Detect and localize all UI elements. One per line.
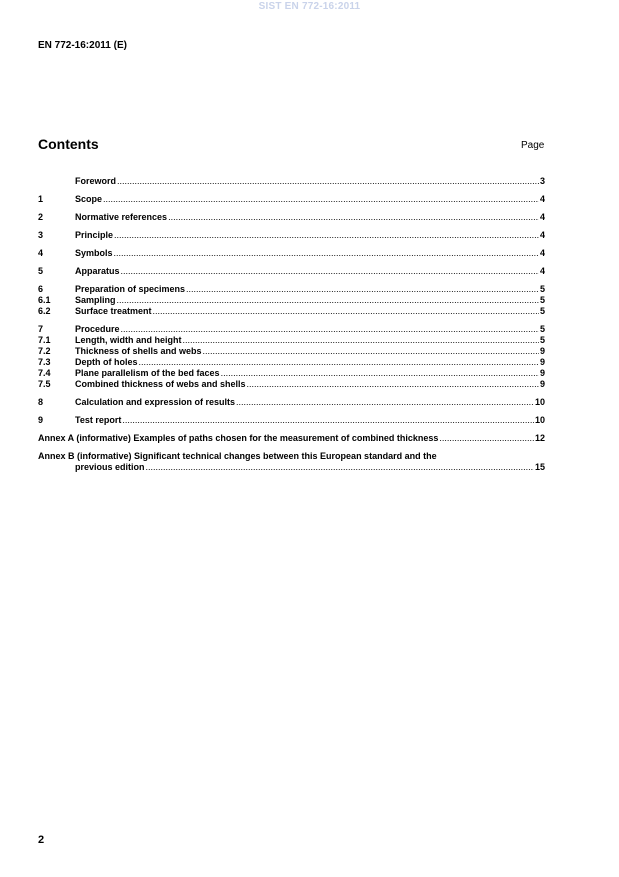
toc-page: 5 <box>539 324 545 334</box>
toc-entry-7-3[interactable] <box>38 357 545 368</box>
leader-dots <box>146 462 534 473</box>
toc-number: 9 <box>38 415 44 425</box>
toc-title: Test report <box>75 415 122 425</box>
toc-number: 7.2 <box>38 346 51 356</box>
toc-number: 2 <box>38 212 44 222</box>
page-column-label: Page <box>521 140 545 151</box>
leader-dots <box>203 346 539 357</box>
toc-number: 7.5 <box>38 379 51 389</box>
toc-title: Calculation and expression of results <box>75 397 236 407</box>
toc-page: 4 <box>539 248 545 258</box>
page-number: 2 <box>38 834 45 846</box>
toc-entry-8[interactable] <box>38 397 545 408</box>
leader-dots <box>121 324 539 335</box>
toc-page: 4 <box>539 212 545 222</box>
toc-page: 5 <box>539 335 545 345</box>
toc-page: 5 <box>539 306 545 316</box>
leader-dots <box>439 433 534 444</box>
toc-entry-2[interactable] <box>38 212 545 223</box>
leader-dots <box>117 176 539 187</box>
toc-number: 7.4 <box>38 368 51 378</box>
leader-dots <box>186 284 539 295</box>
toc-title: Annex A (informative) Examples of paths chosen for the measurement of combined thickness <box>38 433 439 443</box>
leader-dots <box>139 357 539 368</box>
toc-title: Principle <box>75 230 114 240</box>
toc-entry-6-2[interactable] <box>38 306 545 317</box>
table-of-contents <box>38 176 545 473</box>
toc-title: Scope <box>75 194 103 204</box>
toc-title: Apparatus <box>75 266 120 276</box>
toc-entry-7[interactable] <box>38 324 545 335</box>
toc-entry-annex-b[interactable] <box>38 451 545 473</box>
leader-dots <box>121 266 539 277</box>
toc-entry-foreword[interactable] <box>38 176 545 187</box>
leader-dots <box>117 295 539 306</box>
toc-page: 9 <box>539 379 545 389</box>
leader-dots <box>247 379 539 390</box>
toc-number: 3 <box>38 230 44 240</box>
toc-title: Plane parallelism of the bed faces <box>75 368 220 378</box>
toc-page: 4 <box>539 230 545 240</box>
toc-title-continued: previous edition <box>75 462 145 472</box>
leader-dots <box>153 306 539 317</box>
toc-title: Thickness of shells and webs <box>75 346 202 356</box>
toc-page: 5 <box>539 295 545 305</box>
document-id: EN 772-16:2011 (E) <box>38 40 127 51</box>
toc-page: 5 <box>539 284 545 294</box>
toc-title: Sampling <box>75 295 116 305</box>
toc-number: 7 <box>38 324 44 334</box>
toc-page: 9 <box>539 368 545 378</box>
toc-entry-9[interactable] <box>38 415 545 426</box>
leader-dots <box>122 415 534 426</box>
toc-page: 4 <box>539 266 545 276</box>
leader-dots <box>182 335 539 346</box>
toc-entry-7-1[interactable] <box>38 335 545 346</box>
toc-number: 6.1 <box>38 295 51 305</box>
toc-page: 4 <box>539 194 545 204</box>
toc-title: Foreword <box>75 176 117 186</box>
toc-entry-3[interactable] <box>38 230 545 241</box>
toc-title: Length, width and height <box>75 335 182 345</box>
toc-entry-7-2[interactable] <box>38 346 545 357</box>
toc-number: 4 <box>38 248 44 258</box>
toc-title: Combined thickness of webs and shells <box>75 379 246 389</box>
toc-title: Normative references <box>75 212 168 222</box>
toc-entry-4[interactable] <box>38 248 545 259</box>
toc-entry-5[interactable] <box>38 266 545 277</box>
toc-page: 15 <box>534 462 545 472</box>
toc-number: 5 <box>38 266 44 276</box>
toc-number: 6.2 <box>38 306 51 316</box>
toc-page: 9 <box>539 346 545 356</box>
toc-title: Depth of holes <box>75 357 138 367</box>
toc-page: 10 <box>534 397 545 407</box>
toc-number: 7.3 <box>38 357 51 367</box>
page-title: Contents <box>38 136 99 152</box>
toc-entry-7-4[interactable] <box>38 368 545 379</box>
leader-dots <box>114 248 539 259</box>
leader-dots <box>114 230 539 241</box>
toc-entry-6-1[interactable] <box>38 295 545 306</box>
toc-number: 6 <box>38 284 44 294</box>
toc-page: 10 <box>534 415 545 425</box>
leader-dots <box>168 212 539 223</box>
toc-page: 12 <box>534 433 545 443</box>
leader-dots <box>236 397 534 408</box>
toc-title: Annex B (informative) Significant technical changes between this European standard and the <box>38 451 437 461</box>
toc-number: 7.1 <box>38 335 51 345</box>
toc-title: Surface treatment <box>75 306 152 316</box>
toc-title: Procedure <box>75 324 120 334</box>
toc-entry-7-5[interactable] <box>38 379 545 390</box>
toc-number: 1 <box>38 194 44 204</box>
toc-entry-6[interactable] <box>38 284 545 295</box>
toc-page: 9 <box>539 357 545 367</box>
toc-entry-annex-a[interactable] <box>38 433 545 444</box>
toc-title: Symbols <box>75 248 113 258</box>
watermark: SIST EN 772-16:2011 <box>258 1 361 12</box>
toc-title: Preparation of specimens <box>75 284 186 294</box>
leader-dots <box>221 368 539 379</box>
toc-entry-1[interactable] <box>38 194 545 205</box>
leader-dots <box>103 194 539 205</box>
toc-page: 3 <box>539 176 545 186</box>
toc-number: 8 <box>38 397 44 407</box>
